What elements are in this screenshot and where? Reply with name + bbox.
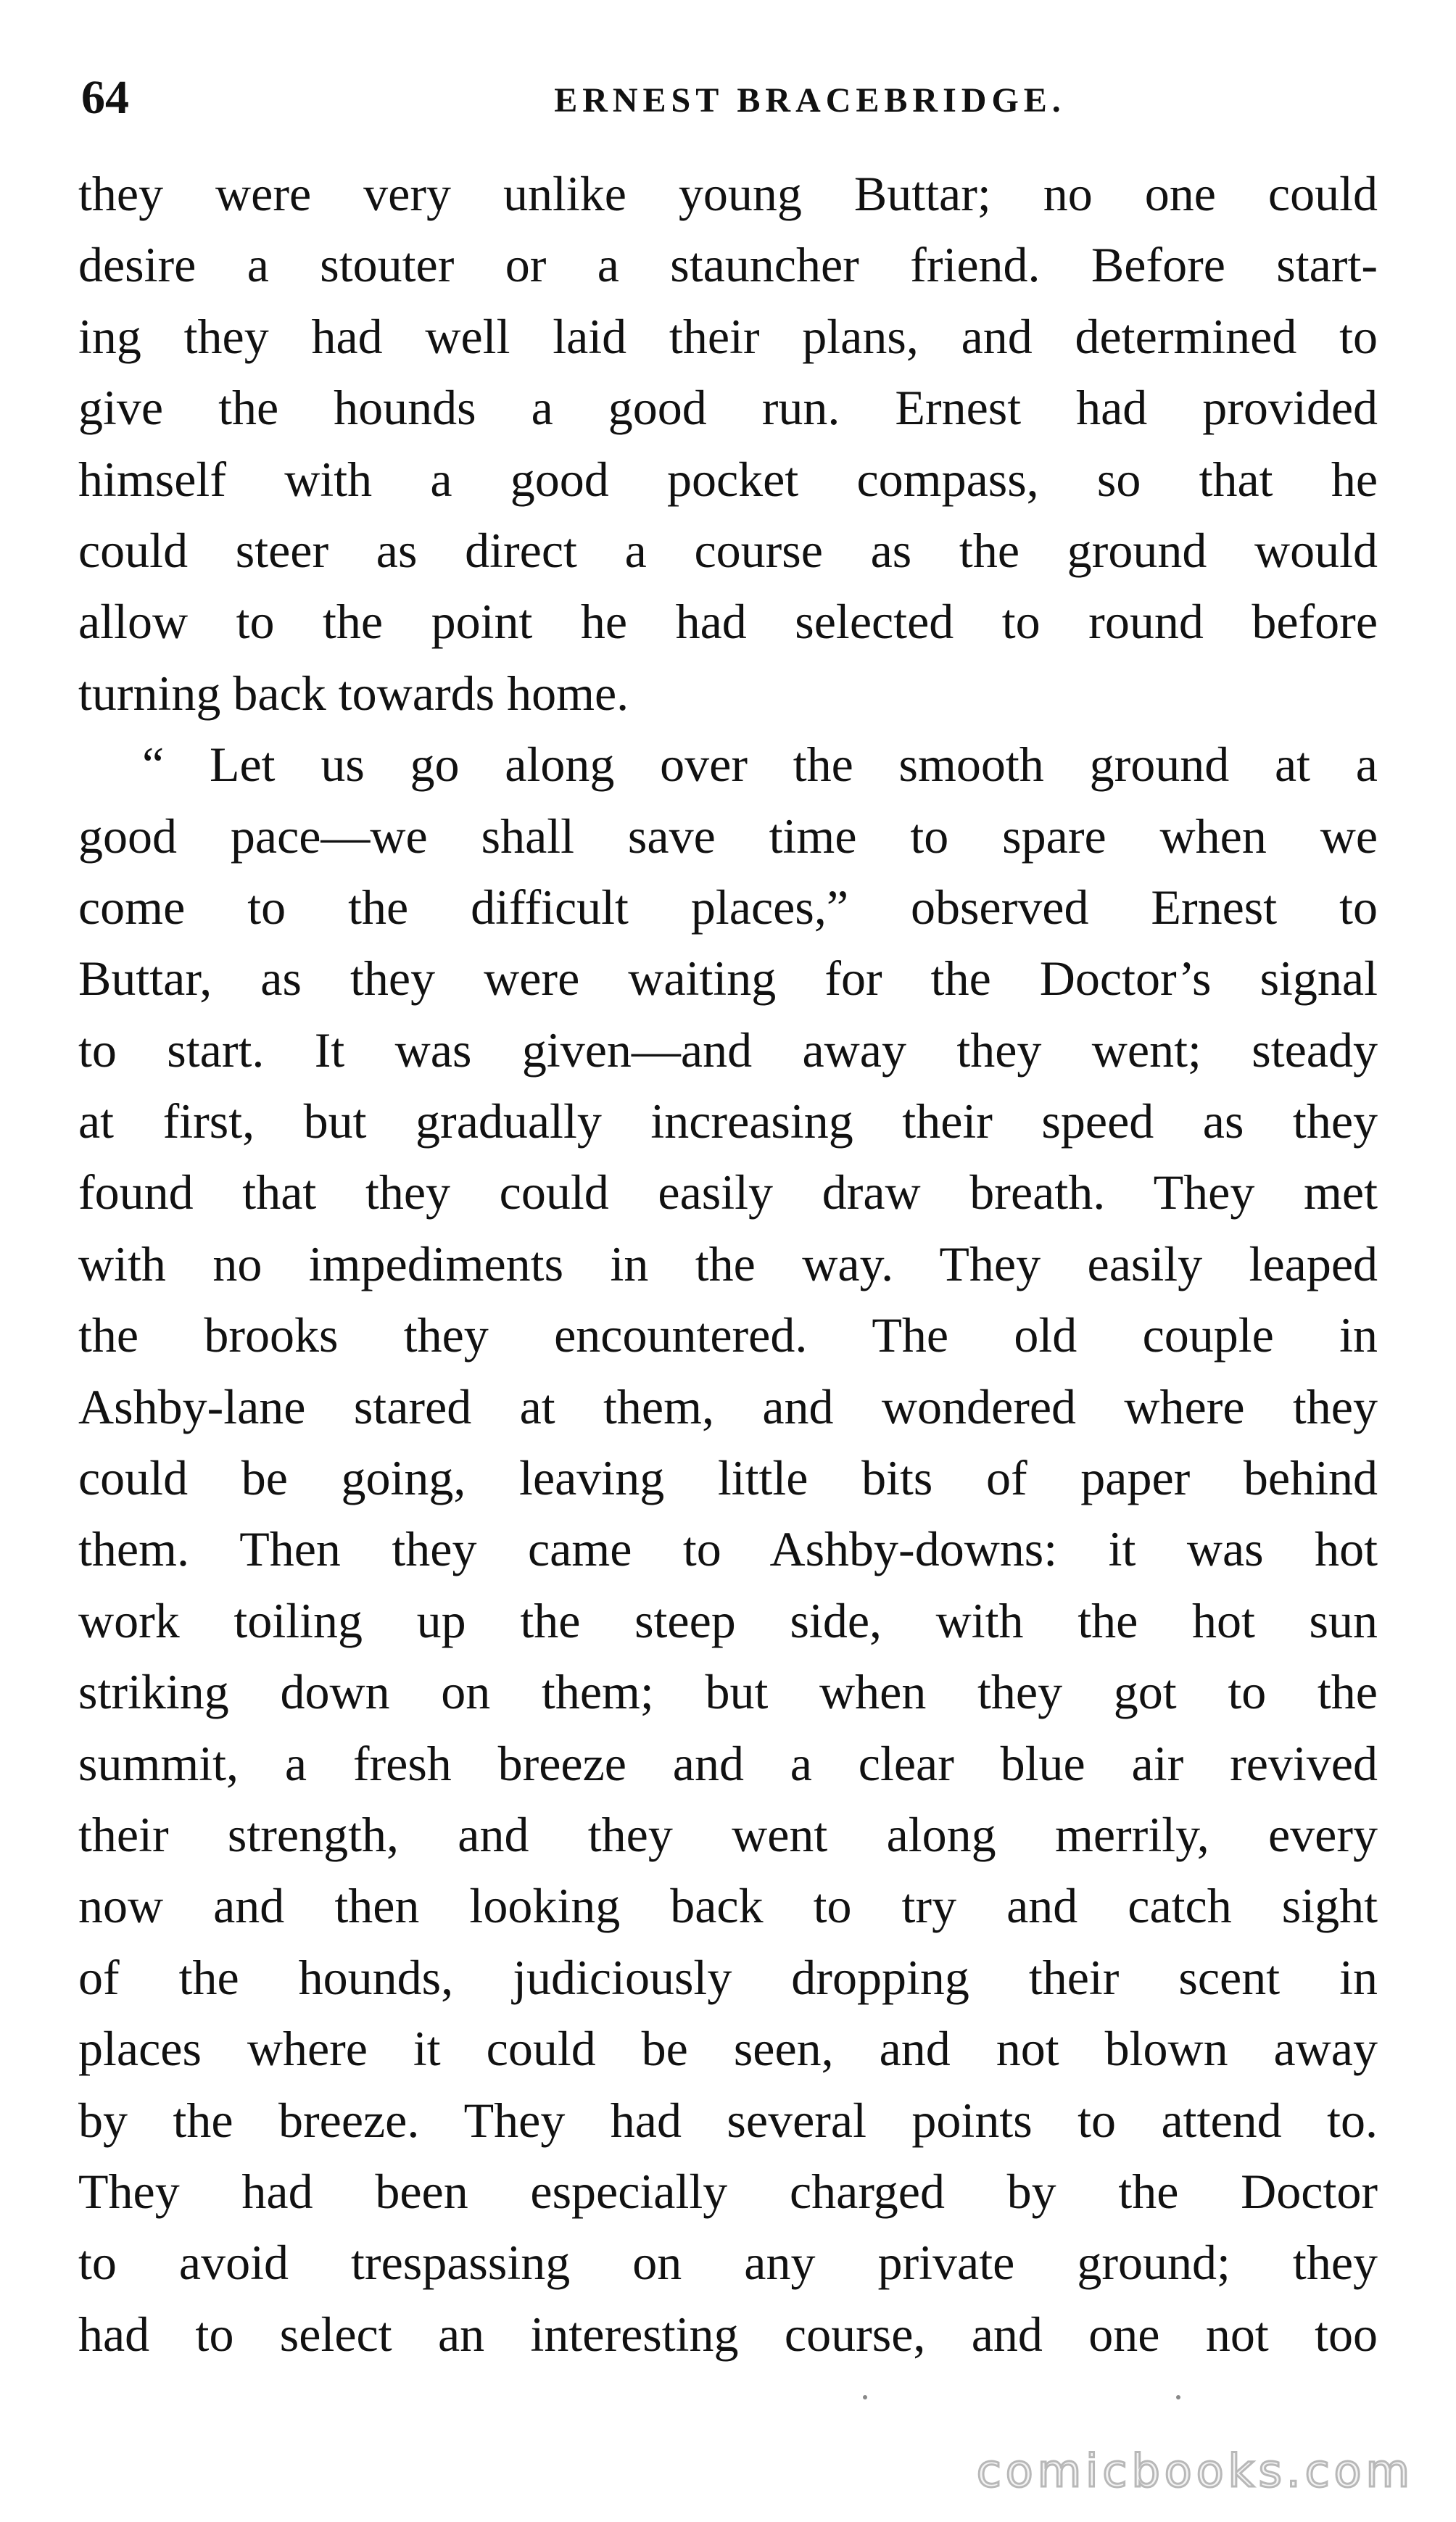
text-line: places where it could be seen, and not blown away xyxy=(78,2021,1378,2077)
text-line: found that they could easily draw breath. They met xyxy=(78,1165,1378,1220)
text-line: himself with a good pocket compass, so that he xyxy=(78,451,1378,507)
page-number: 64 xyxy=(81,71,129,124)
text-line: by the breeze. They had several points to attend to. xyxy=(78,2092,1378,2148)
text-line: come to the difficult places,” observed Ernest to xyxy=(78,879,1378,935)
text-line: them. Then they came to Ashby-downs: it was hot xyxy=(78,1521,1378,1577)
text-line: now and then looking back to try and catch sight xyxy=(78,1878,1378,1934)
paragraph xyxy=(78,729,1378,2370)
text-line: to start. It was given—and away they went; steady xyxy=(78,1022,1378,1078)
text-line: turning back towards home. xyxy=(78,665,629,721)
text-line: of the hounds, judiciously dropping their scent in xyxy=(78,1949,1378,2005)
text-line: striking down on them; but when they got to the xyxy=(78,1664,1378,1720)
text-line: Buttar, as they were waiting for the Doctor’s signal xyxy=(78,951,1378,1006)
text-line: to avoid trespassing on any private ground; they xyxy=(78,2235,1378,2291)
text-line: the brooks they encountered. The old couple in xyxy=(78,1307,1378,1363)
text-line: Ashby-lane stared at them, and wondered where they xyxy=(78,1378,1378,1434)
page-header xyxy=(81,65,1379,131)
text-line: at first, but gradually increasing their speed as they xyxy=(78,1093,1378,1149)
running-head: ERNEST BRACEBRIDGE. xyxy=(554,81,1066,120)
text-line: They had been especially charged by the Doctor xyxy=(78,2163,1378,2219)
text-line: allow to the point he had selected to round before xyxy=(78,594,1378,650)
text-line: with no impediments in the way. They easily leaped xyxy=(78,1236,1378,1291)
text-line: could steer as direct a course as the ground would xyxy=(78,522,1378,578)
text-line: could be going, leaving little bits of paper behind xyxy=(78,1450,1378,1506)
text-line: their strength, and they went along merrily, every xyxy=(78,1806,1378,1862)
ink-speck xyxy=(863,2395,867,2399)
ink-speck xyxy=(1176,2395,1180,2399)
text-line: desire a stouter or a stauncher friend. Before start- xyxy=(78,237,1378,293)
text-line: “ Let us go along over the smooth ground at a xyxy=(142,737,1378,793)
paragraph xyxy=(78,158,1378,729)
watermark: comicbooks.com xyxy=(976,2444,1414,2497)
text-line: had to select an interesting course, and one not too xyxy=(78,2306,1378,2362)
text-line: ing they had well laid their plans, and determined to xyxy=(78,308,1378,364)
body-text xyxy=(78,158,1378,2370)
text-line: work toiling up the steep side, with the hot sun xyxy=(78,1592,1378,1648)
text-line: give the hounds a good run. Ernest had provided xyxy=(78,380,1378,436)
text-line: they were very unlike young Buttar; no one could xyxy=(78,166,1378,221)
text-line: summit, a fresh breeze and a clear blue air revived xyxy=(78,1735,1378,1791)
text-line: good pace—we shall save time to spare when we xyxy=(78,808,1378,864)
